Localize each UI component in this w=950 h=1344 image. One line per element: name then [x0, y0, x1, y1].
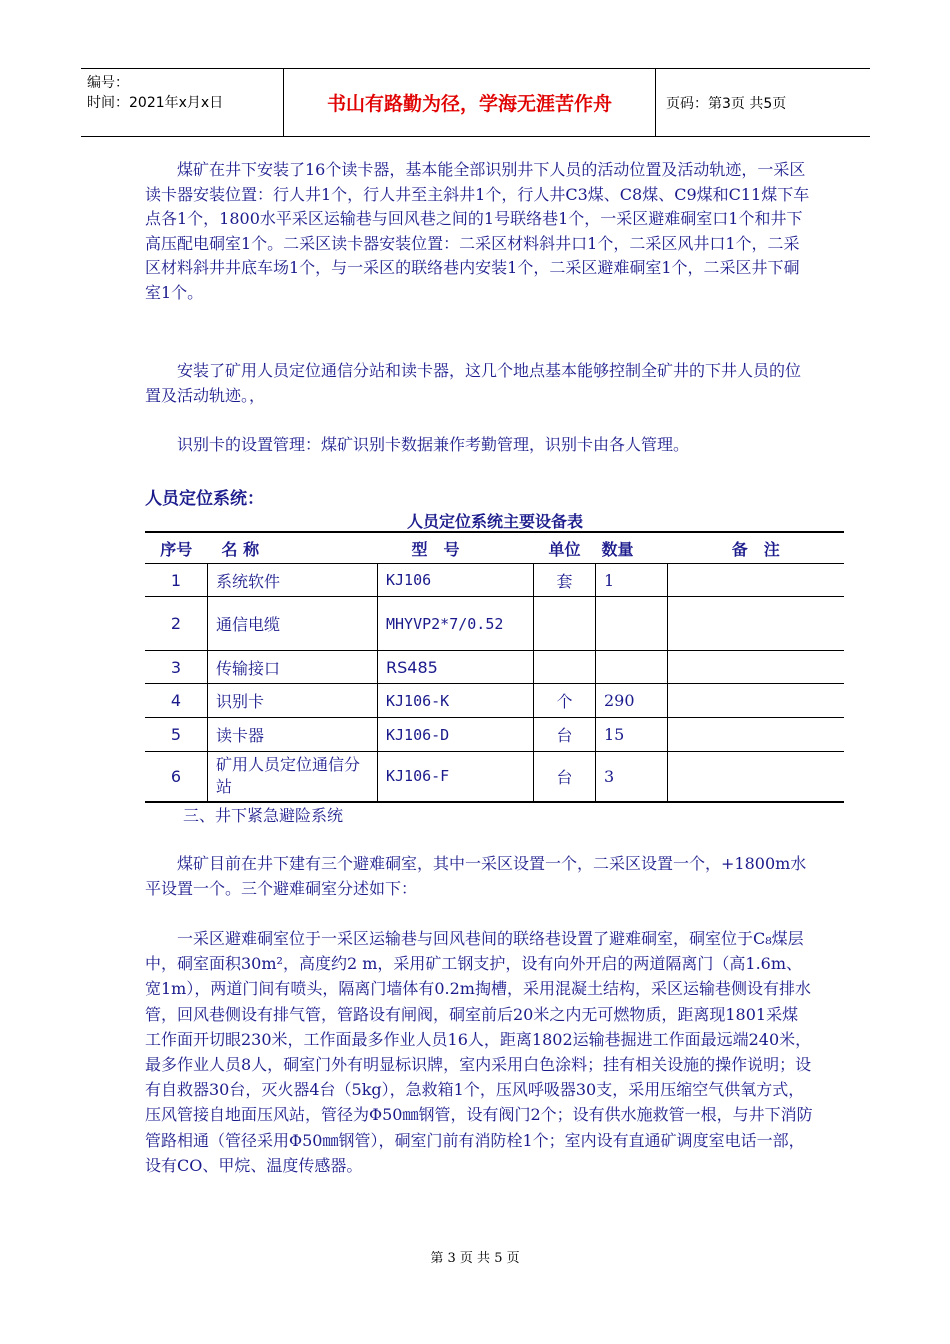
- cell-model: KJ106-D: [378, 718, 534, 752]
- cell-no: 3: [145, 651, 208, 684]
- cell-qty: 1: [596, 564, 668, 597]
- paragraph-refuge-chambers: 煤矿目前在井下建有三个避难硐室，其中一采区设置一个，二采区设置一个，+1800m水平设置一个。三个避难硐室分述如下：: [145, 854, 807, 898]
- table-row: [145, 752, 844, 802]
- table-row: [145, 684, 844, 718]
- col-header-name: 名 称: [208, 532, 378, 564]
- cell-name: 矿用人员定位通信分站: [208, 752, 378, 802]
- col-header-qty: 数量: [596, 532, 668, 564]
- cell-model: MHYVP2*7/0.52: [378, 597, 534, 651]
- cell-no: 1: [145, 564, 208, 597]
- cell-unit: [534, 651, 596, 684]
- header-meta: [81, 69, 284, 136]
- section-title-positioning-system: 人员定位系统：: [145, 489, 264, 509]
- cell-unit: [534, 597, 596, 651]
- cell-remark: [668, 651, 845, 684]
- table-caption: 人员定位系统主要设备表: [406, 512, 583, 531]
- cell-remark: [668, 564, 845, 597]
- cell-qty: 3: [596, 752, 668, 802]
- cell-name: 通信电缆: [208, 597, 378, 651]
- paragraph-card-management: 识别卡的设置管理：煤矿识别卡数据兼作考勤管理，识别卡由各人管理。: [177, 435, 690, 454]
- table-row: [145, 651, 844, 684]
- doc-number-label: 编号：: [87, 75, 129, 91]
- cell-remark: [668, 718, 845, 752]
- cell-unit: 台: [534, 718, 596, 752]
- page-header: [81, 68, 870, 137]
- cell-no: 5: [145, 718, 208, 752]
- table-row: [145, 564, 844, 597]
- paragraph-chamber-details: 一采区避难硐室位于一采区运输巷与回风巷间的联络巷设置了避难硐室，硐室位于C₈煤层中，硐室面积30m²，高度约2 m，采用矿工钢支护，设有向外开启的两道隔离门（高1.6m、宽1m），两道门间有喷头，隔离门墙体有0.2m掏槽，采用混凝土结构，采区运输巷侧设有排水管，回风巷侧设有排气管，管路设有闸阀，硐室前后20米之内无可燃物质，距离现1801采煤工作面开切眼230米，工作面最多作业人员16人，距离1802运输巷掘进工作面最远端240米，最多作业人员8人，硐室门外有明显标识牌，室内采用白色涂料；挂有相关设施的操作说明；设有自救器30台，灭火器4台（5kg），急救箱1个，压风呼吸器30支，采用压缩空气供氧方式，压风管接自地面压风站，管径为Φ50㎜钢管，设有阀门2个；设有供水施救管一根，与井下消防管路相通（管径采用Φ50㎜钢管），硐室门前有消防栓1个；室内设有直通矿调度室电话一部，设有CO、甲烷、温度传感器。: [145, 929, 813, 1175]
- cell-model: RS485: [378, 651, 534, 684]
- paragraph-positioning-substation: 安装了矿用人员定位通信分站和读卡器，这几个地点基本能够控制全矿井的下井人员的位置及活动轨迹。，: [145, 361, 802, 405]
- table-row: [145, 597, 844, 651]
- cell-name: 识别卡: [208, 684, 378, 718]
- paragraph-reader-installation: 煤矿在井下安装了16个读卡器，基本能全部识别井下人员的活动位置及活动轨迹，一采区读卡器安装位置：行人井1个，行人井至主斜井1个，行人井C3煤、C8煤、C9煤和C11煤下车点各1个，1800水平采区运输巷与回风巷之间的1号联络巷1个，一采区避难硐室口1个和井下高压配电硐室1个。二采区读卡器安装位置：二采区材料斜井口1个，二采区风井口1个，二采区材料斜井井底车场1个，与一采区的联络巷内安装1个，二采区避难硐室1个，二采区井下硐室1个。: [145, 160, 810, 302]
- doc-time-label: 时间：2021年x月x日: [87, 95, 224, 111]
- cell-qty: 15: [596, 718, 668, 752]
- cell-model: KJ106-F: [378, 752, 534, 802]
- cell-unit: 台: [534, 752, 596, 802]
- col-header-unit: 单位: [534, 532, 596, 564]
- table-header-row: [145, 532, 844, 564]
- col-header-remark: 备 注: [668, 532, 845, 564]
- cell-remark: [668, 684, 845, 718]
- cell-no: 6: [145, 752, 208, 802]
- cell-no: 4: [145, 684, 208, 718]
- col-header-no: 序号: [145, 532, 208, 564]
- cell-qty: [596, 651, 668, 684]
- section-heading-emergency: 三、井下紧急避险系统: [183, 806, 344, 825]
- header-motto: 书山有路勤为径，学海无涯苦作舟: [284, 69, 656, 136]
- cell-model: KJ106-K: [378, 684, 534, 718]
- cell-name: 传输接口: [208, 651, 378, 684]
- col-header-model: 型 号: [378, 532, 534, 564]
- cell-name: 系统软件: [208, 564, 378, 597]
- cell-qty: [596, 597, 668, 651]
- cell-remark: [668, 597, 845, 651]
- cell-unit: 个: [534, 684, 596, 718]
- cell-model: KJ106: [378, 564, 534, 597]
- cell-qty: 290: [596, 684, 668, 718]
- equipment-table: [145, 531, 844, 803]
- cell-name: 读卡器: [208, 718, 378, 752]
- table-row: [145, 718, 844, 752]
- cell-remark: [668, 752, 845, 802]
- header-page-label: 页码：第3页 共5页: [666, 95, 787, 112]
- cell-no: 2: [145, 597, 208, 651]
- page-footer: 第 3 页 共 5 页: [430, 1251, 520, 1266]
- cell-unit: 套: [534, 564, 596, 597]
